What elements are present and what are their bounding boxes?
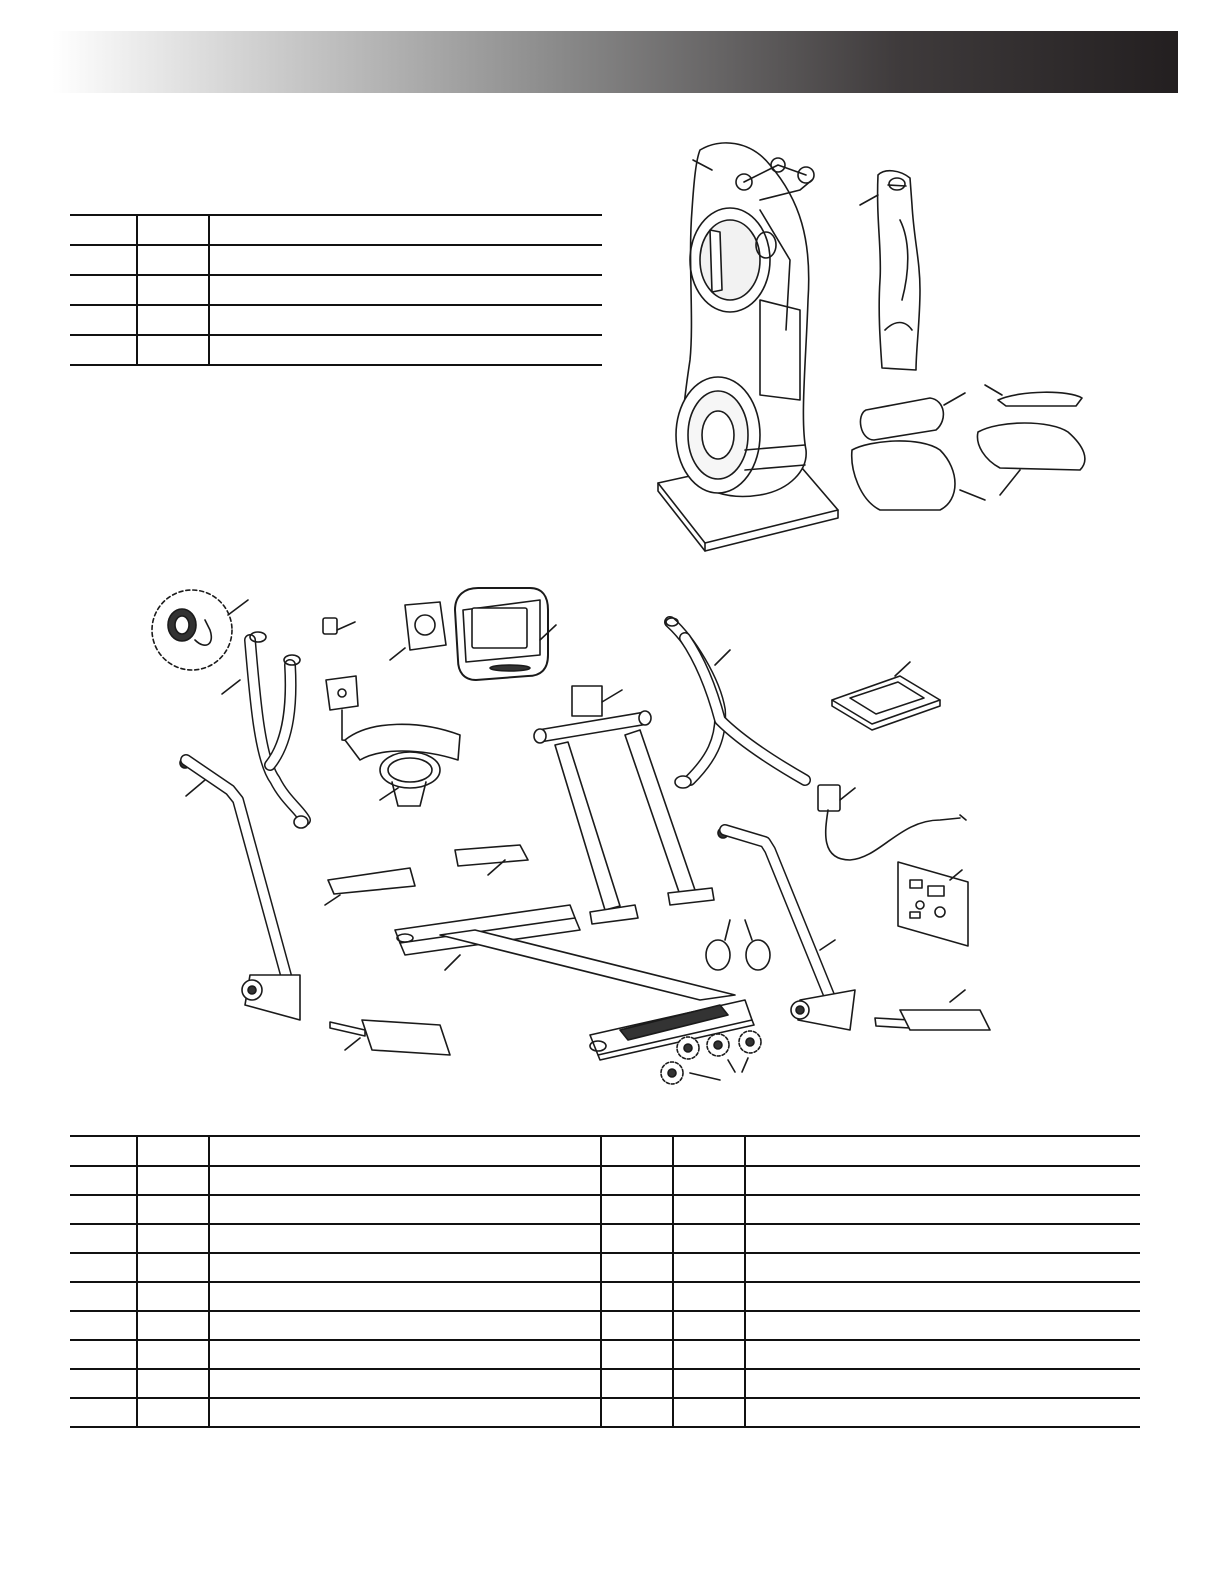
star-knobs (661, 1031, 761, 1084)
table-row (70, 1195, 1140, 1224)
top-parts-table (70, 214, 602, 366)
table-row (70, 1136, 1140, 1166)
table-row (70, 1282, 1140, 1311)
pedal-plates (852, 392, 1085, 510)
table-row (70, 245, 602, 275)
power-adapter (818, 785, 966, 860)
lower-arm-left (180, 758, 300, 1020)
table-row (70, 335, 602, 365)
console-display (455, 588, 556, 680)
table-row (70, 1224, 1140, 1253)
lower-arm-right (718, 828, 855, 1030)
table-row (70, 305, 602, 335)
hardware-kit (152, 590, 248, 670)
table-row (70, 1369, 1140, 1398)
table-row (70, 1253, 1140, 1282)
spacer-rings (706, 920, 770, 970)
handlebar-right (666, 618, 805, 788)
table-row (70, 1340, 1140, 1369)
pedal-arms (330, 990, 990, 1055)
front-upright-mast (534, 686, 714, 924)
pedal-covers (325, 845, 528, 905)
table-row (70, 1311, 1140, 1340)
main-frame-fan-unit (658, 143, 838, 551)
table-row (70, 215, 602, 245)
base-frame (395, 905, 754, 1060)
control-board (898, 862, 968, 946)
console-mast-bracket (323, 602, 460, 806)
table-row (70, 275, 602, 305)
owners-manual (832, 662, 940, 730)
header-gradient-bar (52, 31, 1178, 93)
bottom-parts-table (70, 1135, 1140, 1428)
table-row (70, 1398, 1140, 1427)
leader-lines-top (693, 160, 1020, 500)
side-shroud-cover (878, 171, 920, 370)
table-row (70, 1166, 1140, 1195)
handlebar-left (222, 632, 308, 828)
